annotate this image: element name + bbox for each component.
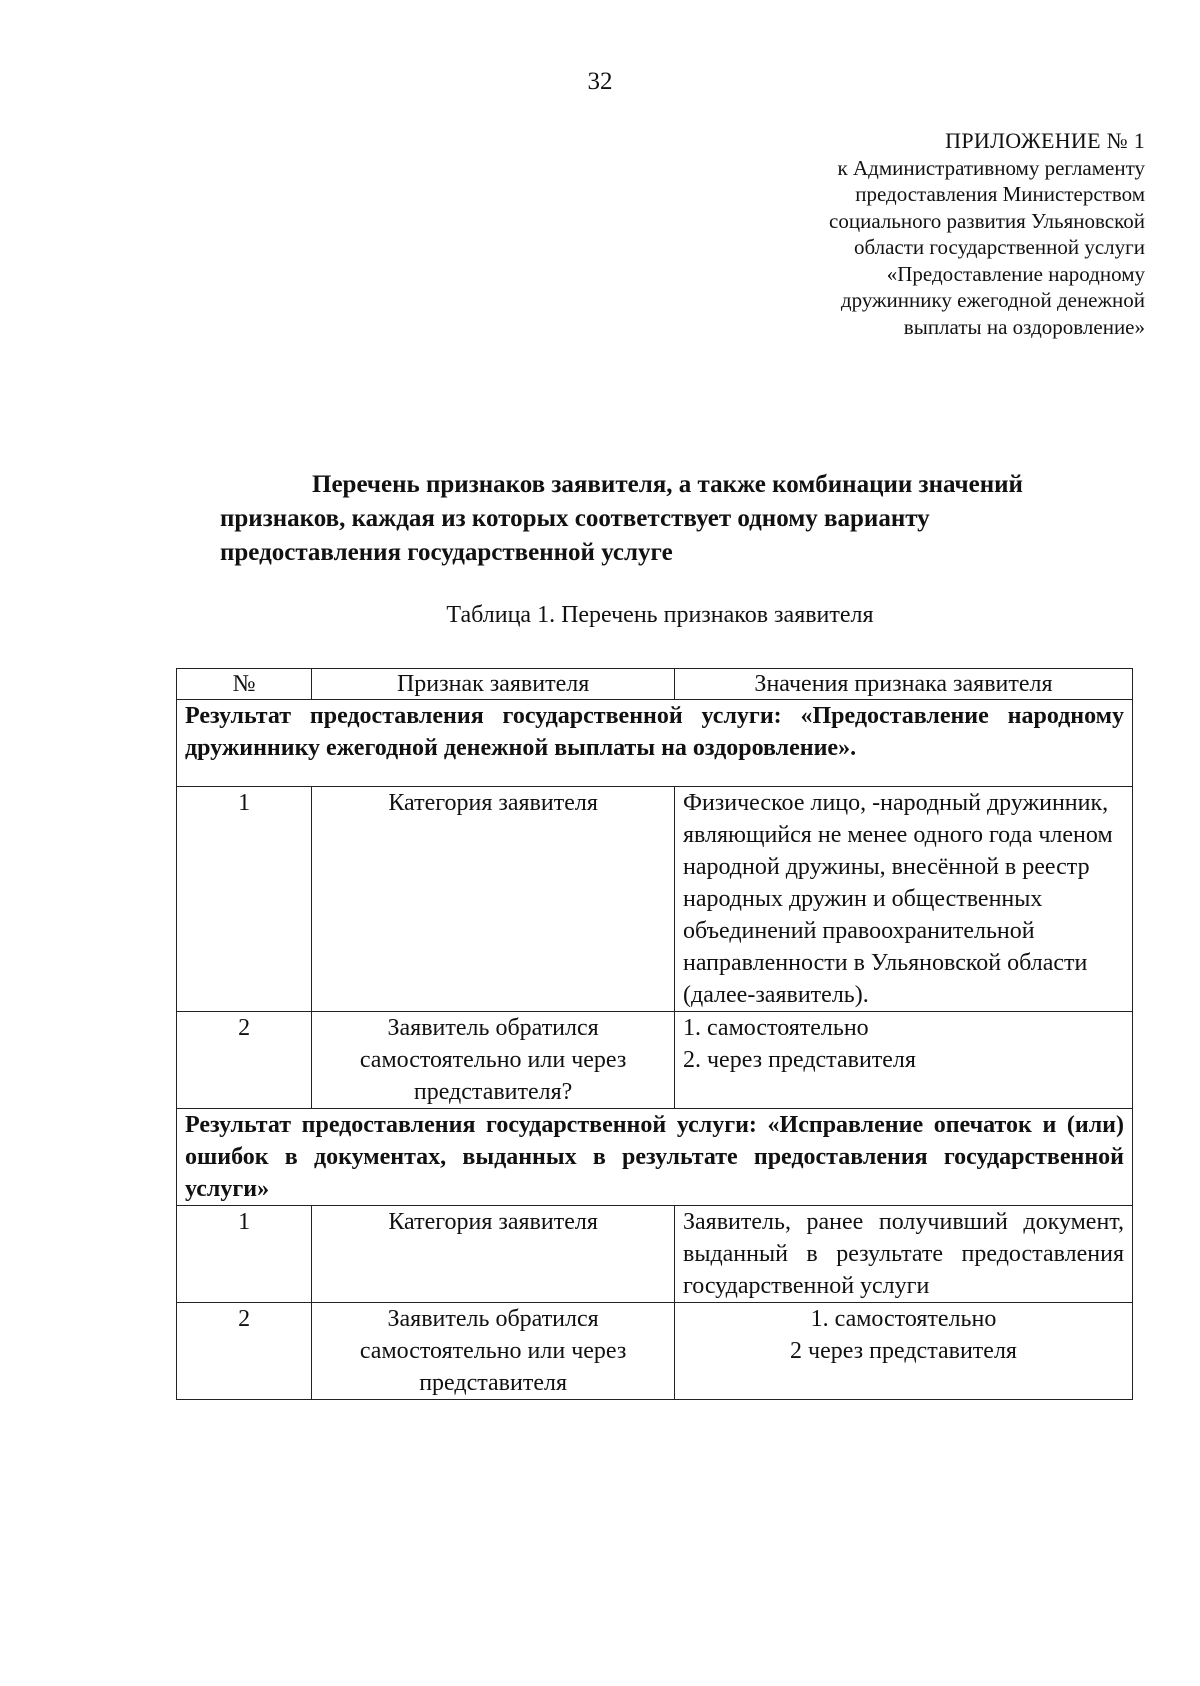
value-option: 2 через представителя xyxy=(790,1338,1017,1364)
section-row xyxy=(177,700,1133,787)
row-value: Физическое лицо, -народный дружинник, являющийся не менее одного года членом народной дружины, внесённой в реестр народных дружин и общественных объединений правоохранительной направленности в Ульяновской области (далее-заявитель). xyxy=(674,787,1132,1012)
table-row xyxy=(177,787,1133,1012)
row-number: 2 xyxy=(177,1012,312,1109)
appendix-line: дружиннику ежегодной денежной xyxy=(840,288,1145,312)
row-attribute: Категория заявителя xyxy=(312,787,675,1012)
header-attribute: Признак заявителя xyxy=(312,669,675,700)
value-option: 1. самостоятельно xyxy=(682,1015,869,1041)
row-attribute: Заявитель обратился самостоятельно или через представителя xyxy=(312,1303,675,1400)
section-title: Результат предоставления государственной услуги: «Предоставление народному дружиннику ежегодной денежной выплаты на оздоровление». xyxy=(177,700,1133,787)
appendix-title: ПРИЛОЖЕНИЕ № 1 xyxy=(945,128,1145,153)
appendix-line: социального развития Ульяновской xyxy=(829,208,1145,233)
table-caption: Таблица 1. Перечень признаков заявителя xyxy=(446,602,874,628)
appendix-block xyxy=(545,128,1145,340)
row-number: 1 xyxy=(177,787,312,1012)
page-number: 32 xyxy=(587,68,613,95)
header-value: Значения признака заявителя xyxy=(674,669,1132,700)
appendix-line: к Административному регламенту xyxy=(837,155,1145,180)
appendix-line: «Предоставление народному xyxy=(886,261,1145,286)
appendix-line: области государственной услуги xyxy=(853,235,1145,259)
row-value: Заявитель, ранее получивший документ, выданный в результате предоставления государственной услуги xyxy=(674,1206,1132,1303)
value-option: 1. самостоятельно xyxy=(810,1306,997,1332)
row-number: 2 xyxy=(177,1303,312,1400)
appendix-line: предоставления Министерством xyxy=(855,182,1145,206)
row-attribute: Категория заявителя xyxy=(312,1206,675,1303)
value-option: 2. через представителя xyxy=(682,1047,916,1073)
document-title xyxy=(220,468,1140,570)
table-header-row xyxy=(177,669,1133,700)
appendix-line: выплаты на оздоровление» xyxy=(903,314,1145,339)
row-number: 1 xyxy=(177,1206,312,1303)
document-title-line: Перечень признаков заявителя, а также комбинации значений xyxy=(312,471,1023,498)
applicant-criteria-table xyxy=(176,668,1133,1400)
header-number: № xyxy=(177,669,312,700)
table-row xyxy=(177,1206,1133,1303)
row-value xyxy=(674,1012,1132,1109)
document-title-line: признаков, каждая из которых соответствует одному варианту xyxy=(220,505,930,532)
section-row xyxy=(177,1109,1133,1206)
document-title-line: предоставления государственной услуге xyxy=(220,539,673,566)
table-row xyxy=(177,1012,1133,1109)
row-value xyxy=(674,1303,1132,1400)
table-row xyxy=(177,1303,1133,1400)
section-title: Результат предоставления государственной услуги: «Исправление опечаток и (или) ошибок в документах, выданных в результате предоставления государственной услуги» xyxy=(177,1109,1133,1206)
row-attribute: Заявитель обратился самостоятельно или через представителя? xyxy=(312,1012,675,1109)
